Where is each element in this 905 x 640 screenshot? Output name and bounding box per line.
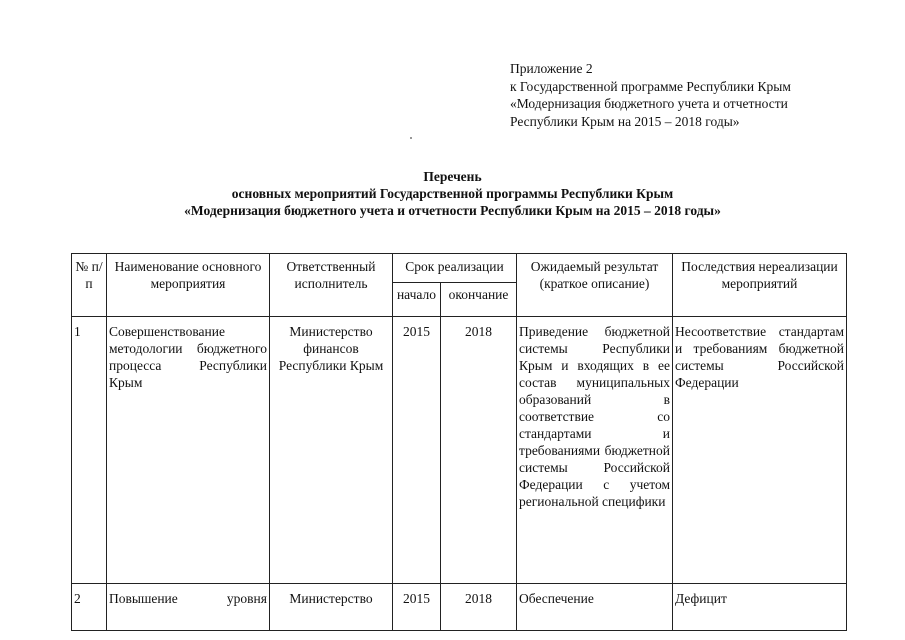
scan-speck (410, 137, 412, 139)
appendix-line-4: Республики Крым на 2015 – 2018 годы» (510, 113, 740, 129)
appendix-line-3: «Модернизация бюджетного учета и отчетности (510, 96, 788, 111)
header-result: Ожидаемый результат (краткое описание) (517, 254, 673, 317)
title-line-2: основных мероприятий Государственной программы Республики Крым (231, 186, 674, 201)
row-result: Обеспечение (517, 584, 673, 631)
activities-table (71, 253, 847, 631)
table-header-row (72, 254, 847, 283)
row-name: Совершенствование методологии бюджетного процесса Республики Крым (107, 317, 270, 584)
header-num: № п/п (72, 254, 107, 317)
row-end: 2018 (441, 584, 517, 631)
table-row (72, 584, 847, 631)
header-start: начало (393, 283, 441, 317)
appendix-line-2: к Государственной программе Республики Крым (510, 78, 791, 94)
header-consequences: Последствия нереализации мероприятий (673, 254, 847, 317)
title-line-1: Перечень (423, 169, 482, 184)
header-period: Срок реализации (393, 254, 517, 283)
row-consequences: Несоответствие стандартам и требованиям бюджетной системы Российской Федерации (673, 317, 847, 584)
appendix-line-1: Приложение 2 (510, 61, 593, 76)
title-line-3: «Модернизация бюджетного учета и отчетности Республики Крым на 2015 – 2018 годы» (184, 203, 721, 218)
row-name: Повышение уровня (107, 584, 270, 631)
header-executor: Ответственный исполнитель (270, 254, 393, 317)
row-end: 2018 (441, 317, 517, 584)
header-name: Наименование основного мероприятия (107, 254, 270, 317)
row-start: 2015 (393, 317, 441, 584)
document-title (0, 168, 905, 219)
row-num: 1 (72, 317, 107, 584)
row-consequences: Дефицит (673, 584, 847, 631)
appendix-block (510, 60, 791, 130)
row-start: 2015 (393, 584, 441, 631)
row-executor: Министерство финансов Республики Крым (270, 317, 393, 584)
row-num: 2 (72, 584, 107, 631)
row-executor: Министерство (270, 584, 393, 631)
header-end: окончание (441, 283, 517, 317)
row-result: Приведение бюджетной системы Республики Крым и входящих в ее состав муниципальных образований в соответствие со стандартами и требованиями бюджетной системы Российской Федерации с учетом региональной специфики (517, 317, 673, 584)
table-row (72, 317, 847, 584)
